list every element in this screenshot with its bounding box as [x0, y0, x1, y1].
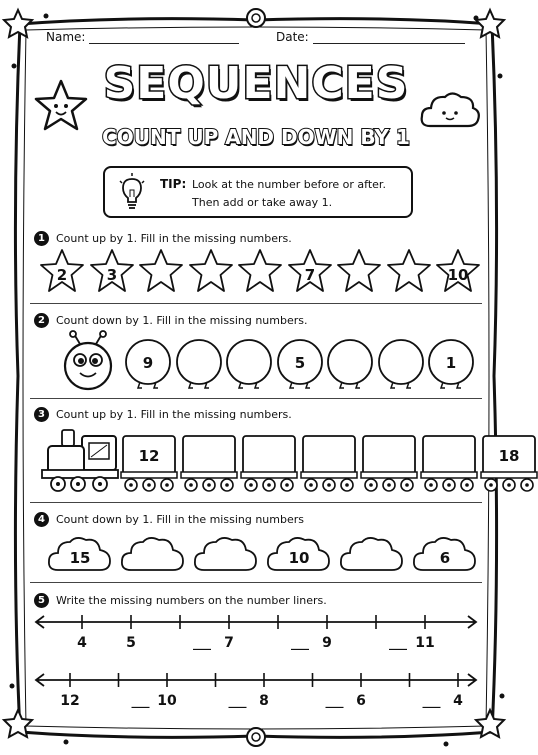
- star-number: 7: [304, 266, 315, 284]
- date-label: Date:: [276, 30, 309, 44]
- number-line-label: 11: [415, 635, 435, 651]
- train-car-blank[interactable]: [240, 434, 298, 496]
- caterpillar-blank-segment[interactable]: [173, 338, 225, 392]
- tip-line-1: Look at the number before or after.: [192, 178, 386, 191]
- date-line[interactable]: [313, 43, 465, 44]
- question-4-text: Count down by 1. Fill in the missing numbers: [56, 513, 304, 526]
- star-number: 3: [106, 266, 117, 284]
- tip-box: [103, 166, 413, 218]
- caterpillar-blank-segment[interactable]: [375, 338, 427, 392]
- star-blank-box[interactable]: [137, 248, 185, 294]
- number-line-label: 6: [356, 693, 366, 709]
- number-line-blank[interactable]: ___: [228, 694, 247, 708]
- lightbulb-icon: [119, 173, 145, 211]
- tip-label: TIP:: [160, 177, 187, 191]
- number-line-blank[interactable]: ___: [193, 636, 211, 650]
- train-car-number: 18: [498, 447, 520, 465]
- train-car: [480, 434, 538, 496]
- number-line-2: [30, 668, 482, 713]
- cloud-box: [411, 532, 479, 576]
- star-box: [286, 248, 334, 294]
- cloud-blank-box[interactable]: [338, 532, 406, 576]
- question-2-text: Count down by 1. Fill in the missing numbers.: [56, 314, 308, 327]
- caterpillar-segment: [274, 338, 326, 392]
- number-line-1: [30, 610, 482, 655]
- cloud-blank-box[interactable]: [119, 532, 187, 576]
- divider: [30, 303, 482, 304]
- number-line-blank[interactable]: ___: [291, 636, 309, 650]
- star-blank-box[interactable]: [335, 248, 383, 294]
- star-blank-box[interactable]: [187, 248, 235, 294]
- number-line-label: 8: [259, 693, 269, 709]
- number-line-label: 4: [77, 635, 87, 651]
- question-1-number: 1: [34, 231, 49, 246]
- star-box: [38, 248, 86, 294]
- star-blank-box[interactable]: [385, 248, 433, 294]
- star-number: 2: [56, 266, 68, 284]
- name-line[interactable]: [89, 43, 239, 44]
- cloud-box: [265, 532, 333, 576]
- page-title: SEQUENCES: [103, 58, 409, 109]
- number-line-blank[interactable]: ___: [422, 694, 441, 708]
- caterpillar-segment: [122, 338, 174, 392]
- train-engine-icon: [38, 424, 120, 496]
- question-5-text: Write the missing numbers on the number liners.: [56, 594, 327, 607]
- page-subtitle: COUNT UP AND DOWN BY 1: [102, 125, 410, 149]
- number-line-label: 10: [157, 693, 177, 709]
- number-line-label: 5: [126, 635, 136, 651]
- caterpillar-head-icon: [58, 330, 118, 392]
- number-line-blank[interactable]: ___: [325, 694, 344, 708]
- question-3-number: 3: [34, 407, 49, 422]
- train-car-blank[interactable]: [300, 434, 358, 496]
- cloud-number: 10: [288, 549, 310, 567]
- question-2-number: 2: [34, 313, 49, 328]
- caterpillar-blank-segment[interactable]: [324, 338, 376, 392]
- number-line-label: 7: [224, 635, 234, 651]
- caterpillar-number: 1: [445, 354, 457, 372]
- caterpillar-segment: [425, 338, 477, 392]
- train-car-blank[interactable]: [420, 434, 478, 496]
- star-box: [88, 248, 136, 294]
- star-blank-box[interactable]: [236, 248, 284, 294]
- star-box: [434, 248, 482, 294]
- date-field[interactable]: [276, 30, 465, 44]
- name-label: Name:: [46, 30, 86, 44]
- train-car-blank[interactable]: [180, 434, 238, 496]
- question-1-text: Count up by 1. Fill in the missing numbers.: [56, 232, 292, 245]
- star-number: 10: [447, 266, 469, 284]
- divider: [30, 502, 482, 503]
- tip-line-2: Then add or take away 1.: [192, 196, 333, 209]
- name-field[interactable]: [46, 30, 239, 44]
- number-line-label: 9: [322, 635, 332, 651]
- number-line-label: 12: [60, 693, 80, 709]
- question-3-text: Count up by 1. Fill in the missing numbers.: [56, 408, 292, 421]
- number-line-blank[interactable]: ___: [389, 636, 407, 650]
- cloud-box: [46, 532, 114, 576]
- caterpillar-blank-segment[interactable]: [223, 338, 275, 392]
- divider: [30, 582, 482, 583]
- caterpillar-number: 5: [294, 354, 305, 372]
- number-line-axis: [36, 616, 476, 628]
- question-4-number: 4: [34, 512, 49, 527]
- train-car-number: 12: [138, 447, 160, 465]
- cloud-blank-box[interactable]: [192, 532, 260, 576]
- train-car-blank[interactable]: [360, 434, 418, 496]
- divider: [30, 398, 482, 399]
- number-line-label: 4: [453, 693, 463, 709]
- cloud-number: 6: [439, 549, 451, 567]
- cloud-number: 15: [69, 549, 91, 567]
- train-car: [120, 434, 178, 496]
- question-5-number: 5: [34, 593, 49, 608]
- caterpillar-number: 9: [142, 354, 154, 372]
- number-line-blank[interactable]: ___: [131, 694, 150, 708]
